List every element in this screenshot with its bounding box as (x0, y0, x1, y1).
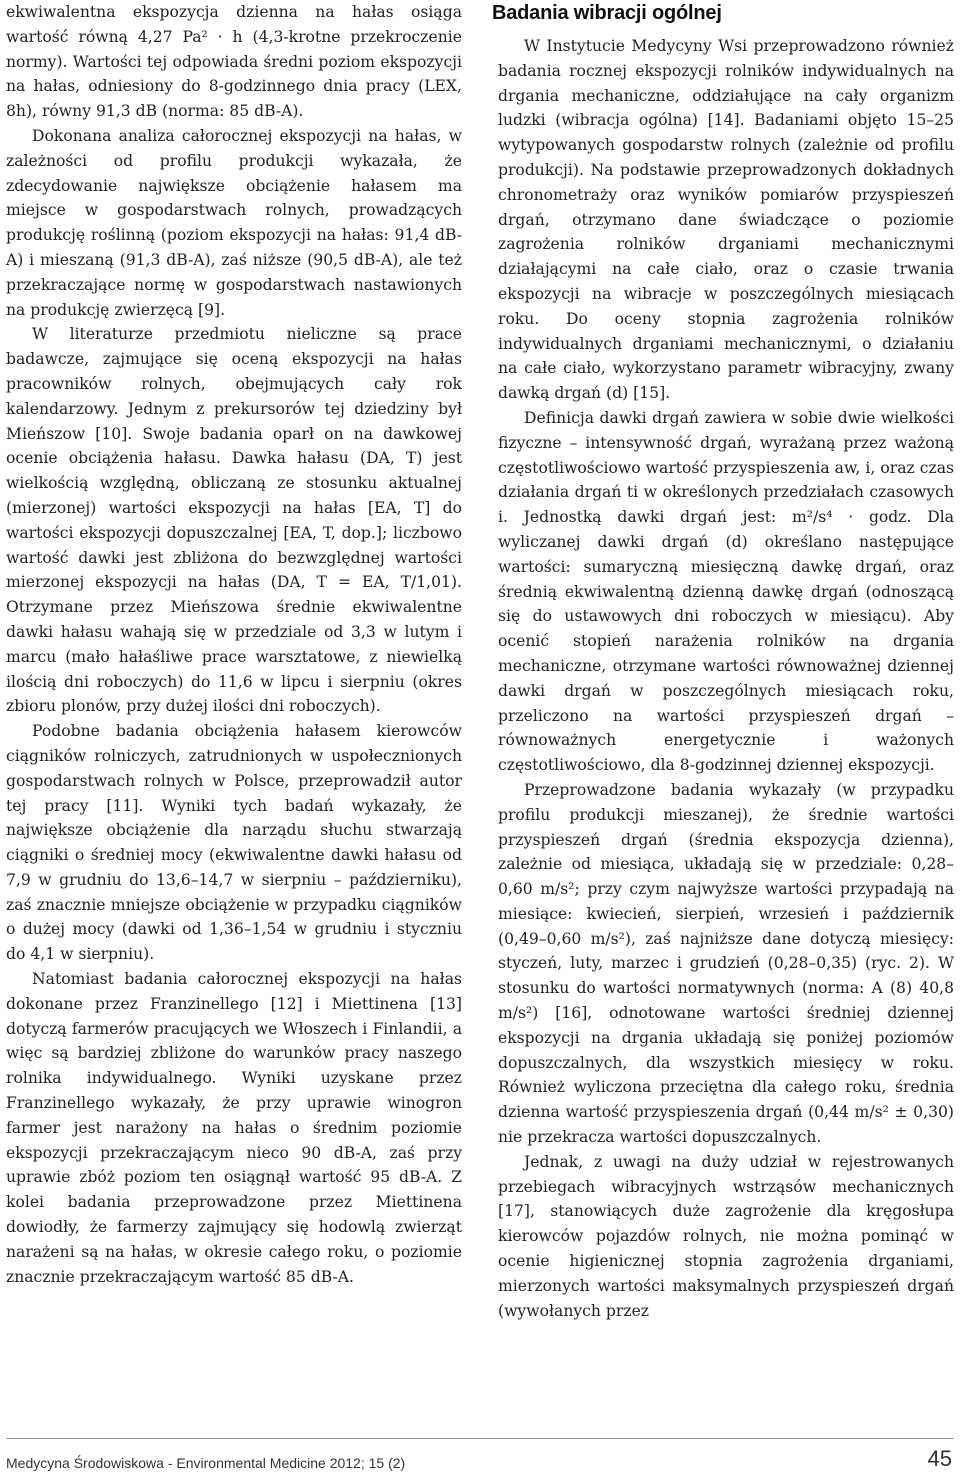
paragraph: Jednak, z uwagi na duży udział w rejestrowanych przebiegach wibracyjnych wstrząsów mechanicznych [17], stanowiących duże zagrożenie dla kręgosłupa kierowców pojazdów rolnych, nie można pominąć w ocenie higienicznej stopnia zagrożenia drganiami, mierzonych wartości maksymalnych przyspieszeń drgań (wywołanych przez (498, 1152, 954, 1320)
paragraph: W literaturze przedmiotu nieliczne są prace badawcze, zajmujące się oceną ekspozycji na hałas pracowników rolnych, obejmujących cały rok kalendarzowy. Jednym z prekursorów tej dziedziny był Mieńszow [10]. Swoje badania oparł on na dawkowej ocenie obciążenia hałasu. Dawka hałasu (DA, T) jest wielkością względną, obliczaną ze stosunku aktualnej (mierzonej) wartości ekspozycji na hałas [EA, T] do wartości ekspozycji dopuszczalnej [EA, T, dop.]; liczbowo wartość dawki jest zbliżona do bezwzględnej wartości mierzonej ekspozycji na hałas (DA, T = EA, T/1,01). Otrzymane przez Mieńszowa średnie ekwiwalentne dawki hałasu wahają się w przedziale od 3,3 w lutym i marcu (mało hałaśliwe prace warsztatowe, z niewielką ilością dni roboczych) do 11,6 w lipcu i sierpniu (okres zbioru plonów, przy dużej ilości dni roboczych). (6, 325, 462, 716)
paragraph: Podobne badania obciążenia hałasem kierowców ciągników rolniczych, zatrudnionych w uspołecznionych gospodarstwach rolnych w Polsce, przeprowadził autor tej pracy [11]. Wyniki tych badań wykazały, że największe obciążenie dla narządu słuchu stwarzają ciągniki o średniej mocy (ekwiwalentne dawki hałasu od 7,9 w grudniu do 13,6–14,7 w sierpniu – październiku), zaś znacznie mniejsze obciążenie w przypadku ciągników o dużej mocy (dawki od 1,36–1,54 w grudniu i styczniu do 4,1 w sierpniu). (6, 722, 462, 964)
paragraph: Przeprowadzone badania wykazały (w przypadku profilu produkcji mieszanej), że średnie wartości przyspieszeń drgań (średnia ekspozycja dzienna), zależnie od miesiąca, układają się w przedziale: 0,28–0,60 m/s²; przy czym najwyższe wartości przypadają na miesiące: kwiecień, sierpień, wrzesień i październik (0,49–0,60 m/s²), zaś najniższe dane dotyczą miesięcy: styczeń, luty, marzec i grudzień (0,28–0,35) (ryc. 2). W stosunku do wartości normatywnych (norma: A (8) 40,8 m/s²) [16], odnotowane wartości średniej dziennej ekspozycji na drgania układają się poniżej poziomów dopuszczalnych, dla wszystkich miesięcy w roku. Również wyliczona przeciętna dla całego roku, średnia dzienna wartość przyspieszenia drgań (0,44 m/s² ± 0,30) nie przekracza wartości dopuszczalnych. (498, 780, 954, 1147)
right-column (492, 0, 954, 1323)
paragraph: ekwiwalentna ekspozycja dzienna na hałas osiąga wartość równą 4,27 Pa² · h (4,3-krotne przekroczenie normy). Wartości tej odpowiada średni poziom ekspozycji na hałas, odniesiony do 8-godzinnego dnia pracy (LEX, 8h), równy 91,3 dB (norma: 85 dB-A). (6, 3, 462, 121)
paragraph: Definicja dawki drgań zawiera w sobie dwie wielkości fizyczne – intensywność drgań, wyrażaną przez ważoną częstotliwościowo wartość przyspieszenia aw, i, oraz czas działania drgań ti w określonych przedziałach czasowych i. Jednostką dawki drgań jest: m²/s⁴ · godz. Dla wyliczanej dawki drgań (d) określano następujące wartości: sumaryczną miesięczną dawkę drgań, oraz średnią ekwiwalentną dzienną dawkę drgań (odnoszącą się do ustawowych dni roboczych w miesiącu). Aby ocenić stopień narażenia rolników na drgania mechaniczne, otrzymane wartości równoważnej dziennej dawki drgań w poszczególnych miesiącach roku, przeliczono na wartości przyspieszeń drgań – równoważnych energetycznie i ważonych częstotliwościowo, dla 8-godzinnej dziennej ekspozycji. (498, 408, 954, 775)
page-number: 45 (927, 1446, 952, 1471)
footer-journal-citation: Medycyna Środowiskowa - Environmental Medicine 2012; 15 (2) (6, 1455, 406, 1471)
left-column (6, 0, 462, 1289)
paragraph: W Instytucie Medycyny Wsi przeprowadzono również badania rocznej ekspozycji rolników indywidualnych na drgania mechaniczne, oddziałujące na cały organizm ludzki (wibracja ogólna) [14]. Badaniami objęto 15–25 wytypowanych gospodarstw rolnych (zależnie od profilu produkcji). Na podstawie przeprowadzonych dokładnych chronometraży oraz wyników pomiarów przyspieszeń drgań, otrzymano dane świadczące o poziomie zagrożenia rolników drganiami mechanicznymi działającymi na całe ciało, oraz o czasie trwania ekspozycji na wibracje w poszczególnych miesiącach roku. Do oceny stopnia zagrożenia rolników indywidualnych drganiami mechanicznymi, o działaniu na całe ciało, wykorzystano parametr wibracyjny, zwany dawką drgań (d) [15]. (498, 37, 954, 403)
paragraph: Natomiast badania całorocznej ekspozycji na hałas dokonane przez Franzinellego [12] i Miettinena [13] dotyczą farmerów pracujących we Włoszech i Finlandii, a więc są bardziej zbliżone do warunków pracy naszego rolnika indywidualnego. Wyniki uzyskane przez Franzinellego wykazały, że przy uprawie winogron farmer jest narażony na hałas o średnim poziomie ekspozycji przekraczającym nieco 90 dB-A, zaś przy uprawie zbóż poziom ten osiągnął wartość 95 dB-A. Z kolei badania przeprowadzone przez Miettinena dowiodły, że farmerzy zajmujący się hodowlą zwierząt narażeni są na hałas, w okresie całego roku, o poziomie znacznie przekraczającym wartość 85 dB-A. (6, 970, 462, 1286)
footer-divider (6, 1438, 954, 1439)
paragraph: Dokonana analiza całorocznej ekspozycji na hałas, w zależności od profilu produkcji wykazała, że zdecydowanie największe obciążenie hałasem ma miejsce w gospodarstwach rolnych, prowadzących produkcję roślinną (poziom ekspozycji na hałas: 91,4 dB-A) i mieszaną (91,3 dB-A), zaś niższe (90,5 dB-A), ale też przekraczające normę w gospodarstwach nastawionych na produkcję zwierzęcą [9]. (6, 126, 462, 319)
section-heading: Badania wibracji ogólnej (492, 2, 722, 24)
